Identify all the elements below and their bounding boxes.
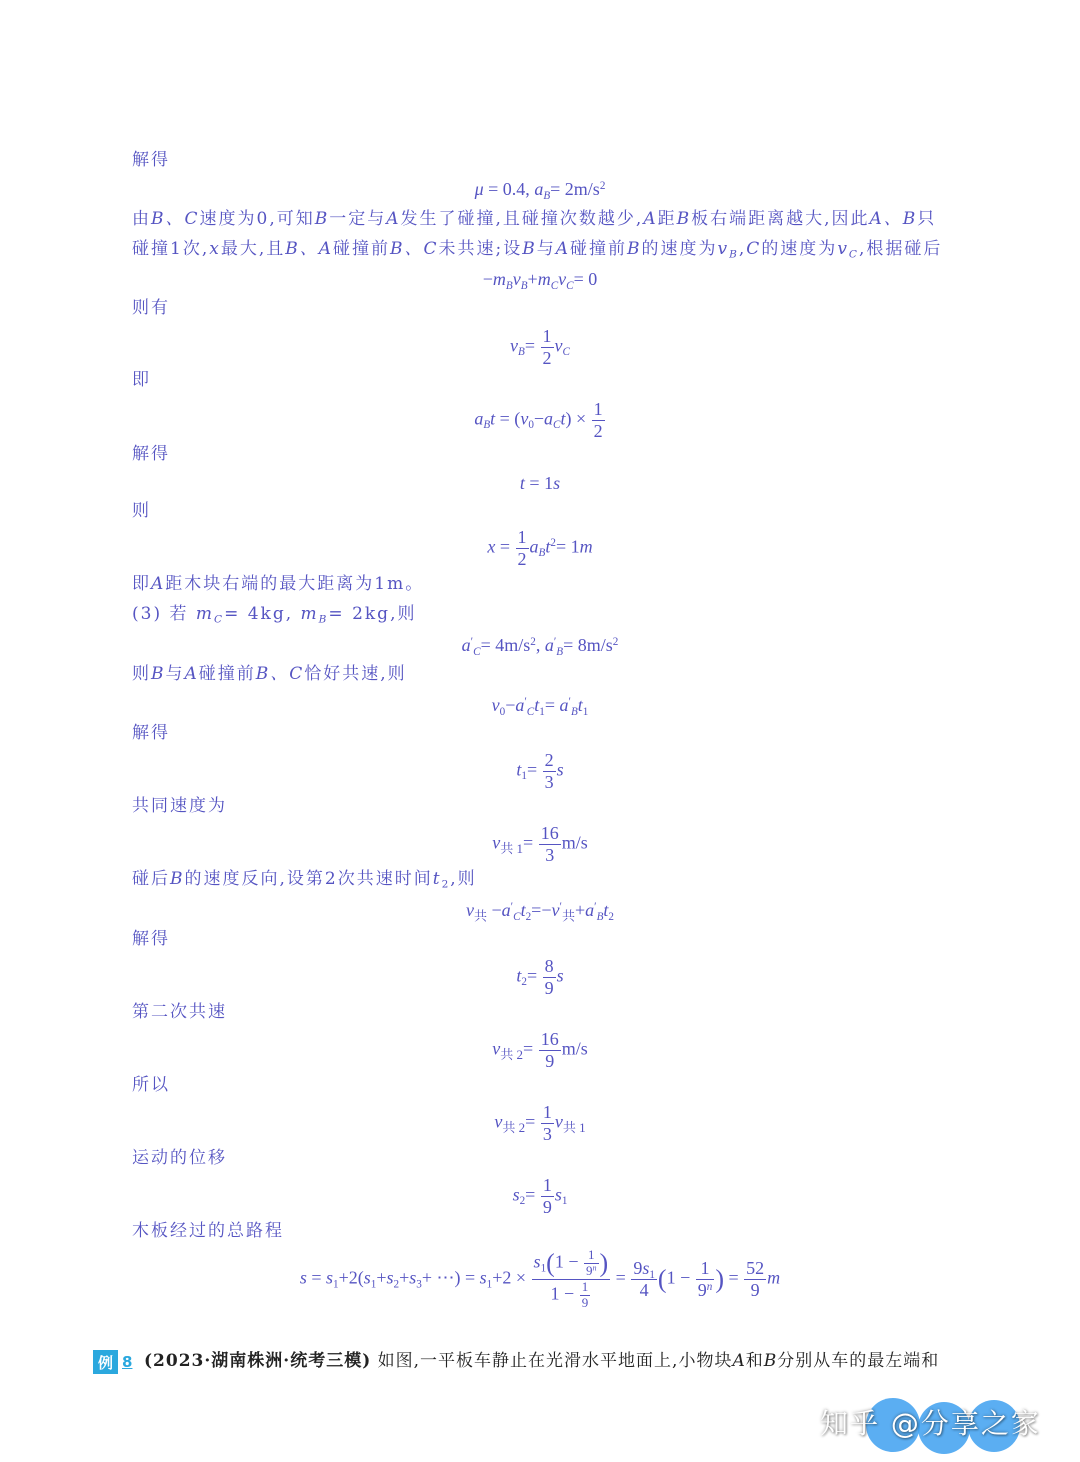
equation-t1-relation: $v_0-a'_Ct_1= a'_Bt_1$: [491, 695, 589, 718]
equation-vb-half-vc: $v_B=$ $\frac{1}{2}$ $v_C$: [510, 326, 570, 368]
text-common-speed-before: 则B与A碰撞前B、C恰好共速,则: [132, 664, 407, 684]
example-source: (2023·湖南株洲·统考三模): [144, 1351, 372, 1371]
example-number: 8: [122, 1353, 133, 1371]
equation-x: x = $\frac{1}{2}$ $a_Bt^2= 1m$: [487, 527, 593, 569]
text-part-3: (3) 若 $m_C= 4kg$, $m_B= 2kg$,则: [132, 604, 417, 626]
text-common-velocity: 共同速度为: [132, 796, 227, 816]
watermark-text: 知乎 @分享之家: [820, 1407, 1041, 1440]
text-jiede-3: 解得: [132, 723, 170, 743]
equation-s2: $s_2=$ $\frac{1}{9}$ $s_1$: [512, 1175, 568, 1217]
text-zeyou: 则有: [132, 298, 170, 318]
text-suoyi: 所以: [132, 1075, 170, 1095]
text-displacement: 运动的位移: [132, 1148, 227, 1168]
equation-mu: μ = 0.4, $a_B= 2m/s^2$: [474, 179, 606, 202]
equation-t1: $t_1=$ $\frac{2}{3}$ s: [516, 750, 564, 792]
text-paragraph-line-1: 由B、C速度为0,可知B一定与A发生了碰撞,且碰撞次数越少,A距B板右端距离越大,因此A、B只: [132, 209, 937, 229]
text-jiede-4: 解得: [132, 929, 170, 949]
text-jiede-1: 解得: [132, 150, 170, 170]
text-ji: 即: [132, 370, 151, 390]
text-ze: 则: [132, 501, 151, 521]
equation-v-common-1: $v_{共 1}=$ $\frac{16}{3}$ m/s: [492, 823, 588, 865]
text-after-collision: 碰后B的速度反向,设第2次共速时间$t_2$,则: [132, 869, 477, 891]
example-label: 例: [93, 1350, 118, 1374]
equation-t2-relation: $v_共 -a'_Ct_2=-v'_共+a'_Bt_2$: [466, 900, 614, 924]
equation-accelerations: $a'_C= 4m/s^2$, $a'_B= 8m/s^2$: [461, 635, 619, 658]
example-tag: [93, 1350, 136, 1374]
equation-t: t = 1s: [519, 473, 561, 493]
equation-momentum: $-m_Bv_B+m_Cv_C= 0$: [482, 269, 598, 292]
equation-v-ratio: $v_{共 2}=$ $\frac{1}{3}$ $v_{共 1}$: [494, 1102, 586, 1144]
text-paragraph-line-2: 碰撞1次,x最大,且B、A碰撞前B、C未共速;设B与A碰撞前B的速度为$v_B,C$的速度为$v_C$,根据碰后: [132, 239, 943, 261]
text-total-path: 木板经过的总路程: [132, 1221, 284, 1241]
example-text: (2023·湖南株洲·统考三模) 如图,一平板车静止在光滑水平地面上,小物块A和B分别从车的最左端和: [144, 1351, 940, 1371]
equation-t2: $t_2=$ $\frac{8}{9}$ s: [516, 956, 564, 998]
text-jiede-2: 解得: [132, 444, 170, 464]
text-second-common: 第二次共速: [132, 1002, 227, 1022]
equation-total-path: $s = s_1+2(s_1+s_2+s_3+$ ⋯) = $s_1+2$ × $s_1(1$ − $\frac{1}{9^n}$ ) 1 − $\frac{1}{9}$ = $\frac{9s_1}{4}$ (1 − $\frac{1}{9^n}$ ) = $\frac{52}{9}$ m: [299, 1247, 781, 1310]
equation-abt: $a_Bt = (v_0-a_Ct)$ × $\frac{1}{2}$: [474, 399, 603, 441]
equation-v-common-2: $v_{共 2}=$ $\frac{16}{9}$ m/s: [492, 1029, 588, 1071]
text-max-distance: 即A距木块右端的最大距离为1m。: [132, 574, 425, 594]
